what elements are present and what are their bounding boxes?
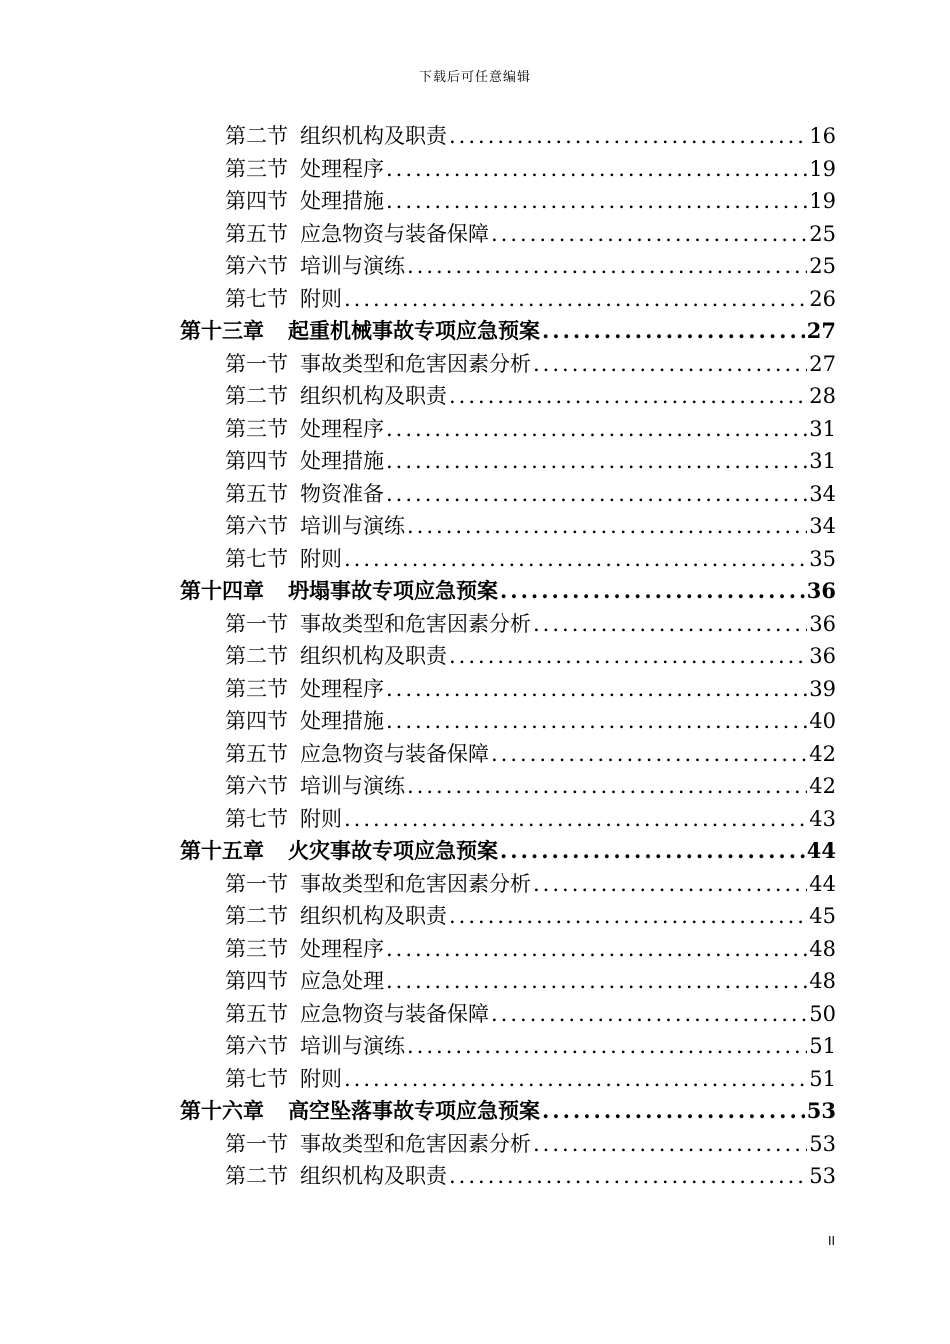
toc-section-entry[interactable] — [180, 283, 836, 316]
toc-entry-number: 第三节 — [225, 416, 288, 441]
toc-entry-page: 44 — [809, 871, 836, 896]
table-of-contents — [180, 120, 836, 1193]
toc-entry-title: 组织机构及职责 — [300, 904, 447, 928]
toc-entry-page: 31 — [809, 416, 836, 441]
dot-leader — [407, 250, 807, 283]
toc-section-entry[interactable] — [180, 380, 836, 413]
toc-section-entry[interactable] — [180, 218, 836, 251]
toc-entry-title: 组织机构及职责 — [300, 1164, 447, 1188]
toc-entry-label — [225, 868, 531, 901]
toc-section-entry[interactable] — [180, 738, 836, 771]
toc-entry-title: 处理程序 — [300, 416, 384, 441]
toc-entry-title: 处理措施 — [300, 449, 384, 473]
toc-entry-number: 第十五章 — [180, 838, 264, 863]
toc-entry-number: 第十六章 — [180, 1098, 264, 1123]
toc-chapter-entry[interactable] — [180, 1095, 836, 1128]
toc-section-entry[interactable] — [180, 1160, 836, 1193]
toc-entry-page: 43 — [809, 806, 836, 831]
dot-leader — [386, 413, 807, 446]
toc-entry-number: 第三节 — [225, 676, 288, 701]
toc-section-entry[interactable] — [180, 120, 836, 153]
toc-entry-page: 27 — [809, 351, 836, 376]
dot-leader — [407, 510, 807, 543]
toc-section-entry[interactable] — [180, 250, 836, 283]
toc-entry-number: 第三节 — [225, 156, 288, 181]
toc-entry-number: 第二节 — [225, 1164, 288, 1188]
toc-section-entry[interactable] — [180, 185, 836, 218]
toc-section-entry[interactable] — [180, 608, 836, 641]
toc-entry-number: 第四节 — [225, 709, 288, 733]
toc-entry-title: 组织机构及职责 — [300, 644, 447, 668]
dot-leader — [386, 705, 807, 738]
toc-entry-page: 51 — [809, 1066, 836, 1091]
dot-leader — [491, 218, 807, 251]
dot-leader — [386, 185, 807, 218]
toc-entry-label — [225, 445, 384, 478]
toc-entry-label — [225, 673, 384, 706]
toc-entry-title: 组织机构及职责 — [300, 384, 447, 408]
toc-entry-page: 45 — [809, 904, 836, 928]
toc-entry-label — [225, 965, 384, 998]
toc-entry-number: 第七节 — [225, 546, 288, 571]
toc-entry-title: 处理措施 — [300, 189, 384, 213]
toc-section-entry[interactable] — [180, 868, 836, 901]
toc-entry-label — [180, 1095, 540, 1128]
dot-leader — [386, 445, 807, 478]
toc-entry-number: 第一节 — [225, 1131, 288, 1156]
toc-section-entry[interactable] — [180, 965, 836, 998]
toc-section-entry[interactable] — [180, 673, 836, 706]
toc-entry-number: 第七节 — [225, 806, 288, 831]
toc-entry-label — [225, 998, 489, 1031]
toc-entry-page: 19 — [809, 189, 836, 213]
toc-entry-page: 53 — [806, 1098, 836, 1123]
toc-entry-page: 35 — [809, 546, 836, 571]
toc-entry-label — [180, 835, 498, 868]
dot-leader — [449, 120, 807, 153]
toc-section-entry[interactable] — [180, 1128, 836, 1161]
dot-leader — [533, 608, 807, 641]
toc-entry-title: 事故类型和危害因素分析 — [300, 1131, 531, 1156]
toc-entry-title: 附则 — [300, 546, 342, 571]
toc-entry-page: 16 — [809, 124, 836, 148]
toc-chapter-entry[interactable] — [180, 315, 836, 348]
toc-section-entry[interactable] — [180, 348, 836, 381]
toc-entry-page: 36 — [806, 578, 836, 603]
toc-entry-title: 坍塌事故专项应急预案 — [288, 578, 498, 603]
dot-leader — [386, 673, 807, 706]
toc-entry-title: 处理程序 — [300, 676, 384, 701]
toc-entry-page: 31 — [809, 449, 836, 473]
toc-entry-number: 第五节 — [225, 481, 288, 506]
toc-entry-number: 第五节 — [225, 221, 288, 246]
toc-entry-title: 事故类型和危害因素分析 — [300, 611, 531, 636]
toc-entry-number: 第十三章 — [180, 318, 264, 343]
toc-entry-page: 26 — [809, 286, 836, 311]
toc-section-entry[interactable] — [180, 478, 836, 511]
toc-entry-label — [225, 803, 342, 836]
toc-entry-number: 第六节 — [225, 774, 288, 798]
toc-section-entry[interactable] — [180, 705, 836, 738]
dot-leader — [407, 770, 807, 803]
toc-section-entry[interactable] — [180, 1030, 836, 1063]
toc-entry-number: 第六节 — [225, 1034, 288, 1058]
toc-entry-label — [225, 608, 531, 641]
dot-leader — [449, 640, 807, 673]
toc-entry-title: 应急物资与装备保障 — [300, 741, 489, 766]
toc-entry-number: 第三节 — [225, 936, 288, 961]
dot-leader — [449, 380, 807, 413]
dot-leader — [542, 1095, 805, 1128]
dot-leader — [344, 803, 807, 836]
dot-leader — [491, 998, 807, 1031]
toc-entry-page: 36 — [809, 644, 836, 668]
toc-entry-page: 27 — [806, 318, 836, 343]
toc-entry-title: 培训与演练 — [300, 514, 405, 538]
toc-entry-number: 第二节 — [225, 904, 288, 928]
toc-entry-title: 处理程序 — [300, 156, 384, 181]
toc-section-entry[interactable] — [180, 510, 836, 543]
toc-entry-page: 51 — [809, 1034, 836, 1058]
toc-entry-number: 第一节 — [225, 351, 288, 376]
toc-entry-page: 25 — [809, 254, 836, 278]
toc-entry-title: 培训与演练 — [300, 774, 405, 798]
toc-section-entry[interactable] — [180, 933, 836, 966]
dot-leader — [449, 900, 807, 933]
toc-entry-page: 48 — [809, 936, 836, 961]
toc-section-entry[interactable] — [180, 1063, 836, 1096]
toc-entry-number: 第二节 — [225, 644, 288, 668]
toc-entry-number: 第四节 — [225, 189, 288, 213]
toc-entry-label — [225, 218, 489, 251]
dot-leader — [386, 933, 807, 966]
toc-entry-page: 39 — [809, 676, 836, 701]
toc-entry-label — [225, 348, 531, 381]
dot-leader — [344, 283, 807, 316]
dot-leader — [533, 348, 807, 381]
dot-leader — [542, 315, 805, 348]
toc-entry-page: 53 — [809, 1131, 836, 1156]
toc-section-entry[interactable] — [180, 770, 836, 803]
toc-entry-label — [225, 933, 384, 966]
toc-entry-label — [225, 380, 447, 413]
toc-entry-label — [225, 510, 405, 543]
dot-leader — [533, 1128, 807, 1161]
toc-entry-title: 处理措施 — [300, 709, 384, 733]
toc-entry-page: 44 — [806, 838, 836, 863]
dot-leader — [386, 478, 807, 511]
toc-entry-number: 第一节 — [225, 611, 288, 636]
toc-entry-page: 50 — [809, 1001, 836, 1026]
dot-leader — [500, 575, 805, 608]
toc-entry-page: 42 — [809, 741, 836, 766]
toc-section-entry[interactable] — [180, 900, 836, 933]
toc-section-entry[interactable] — [180, 803, 836, 836]
toc-entry-page: 53 — [809, 1164, 836, 1188]
toc-entry-title: 处理程序 — [300, 936, 384, 961]
toc-entry-number: 第十四章 — [180, 578, 264, 603]
toc-section-entry[interactable] — [180, 413, 836, 446]
toc-entry-title: 培训与演练 — [300, 254, 405, 278]
toc-entry-title: 附则 — [300, 806, 342, 831]
toc-entry-label — [225, 900, 447, 933]
toc-entry-label — [225, 413, 384, 446]
toc-section-entry[interactable] — [180, 153, 836, 186]
toc-entry-label — [225, 705, 384, 738]
toc-section-entry[interactable] — [180, 543, 836, 576]
dot-leader — [500, 835, 805, 868]
toc-entry-title: 培训与演练 — [300, 1034, 405, 1058]
dot-leader — [386, 153, 807, 186]
toc-entry-page: 19 — [809, 156, 836, 181]
toc-entry-title: 应急物资与装备保障 — [300, 1001, 489, 1026]
toc-entry-number: 第二节 — [225, 384, 288, 408]
toc-entry-number: 第七节 — [225, 286, 288, 311]
dot-leader — [344, 1063, 807, 1096]
page-number: II — [828, 1234, 836, 1248]
toc-entry-number: 第二节 — [225, 124, 288, 148]
dot-leader — [491, 738, 807, 771]
toc-entry-title: 高空坠落事故专项应急预案 — [288, 1098, 540, 1123]
toc-entry-page: 42 — [809, 774, 836, 798]
toc-entry-number: 第四节 — [225, 969, 288, 993]
toc-entry-page: 36 — [809, 611, 836, 636]
toc-entry-page: 48 — [809, 969, 836, 993]
toc-chapter-entry[interactable] — [180, 575, 836, 608]
toc-entry-title: 附则 — [300, 1066, 342, 1091]
toc-entry-label — [225, 478, 384, 511]
toc-entry-label — [225, 640, 447, 673]
toc-entry-label — [225, 1063, 342, 1096]
toc-entry-number: 第一节 — [225, 871, 288, 896]
toc-entry-label — [225, 1128, 531, 1161]
toc-section-entry[interactable] — [180, 445, 836, 478]
dot-leader — [386, 965, 807, 998]
dot-leader — [533, 868, 807, 901]
toc-entry-label — [225, 1160, 447, 1193]
toc-entry-page: 28 — [809, 384, 836, 408]
toc-entry-number: 第六节 — [225, 254, 288, 278]
toc-entry-label — [225, 543, 342, 576]
dot-leader — [407, 1030, 807, 1063]
dot-leader — [344, 543, 807, 576]
toc-entry-title: 事故类型和危害因素分析 — [300, 351, 531, 376]
toc-entry-number: 第六节 — [225, 514, 288, 538]
toc-entry-title: 火灾事故专项应急预案 — [288, 838, 498, 863]
dot-leader — [449, 1160, 807, 1193]
toc-entry-label — [225, 738, 489, 771]
toc-entry-page: 40 — [809, 709, 836, 733]
toc-entry-title: 物资准备 — [300, 481, 384, 506]
toc-entry-page: 34 — [809, 481, 836, 506]
toc-entry-number: 第五节 — [225, 741, 288, 766]
toc-entry-page: 25 — [809, 221, 836, 246]
page-header: 下载后可任意编辑 — [418, 70, 531, 85]
toc-entry-number: 第五节 — [225, 1001, 288, 1026]
toc-entry-label — [225, 185, 384, 218]
toc-entry-label — [225, 1030, 405, 1063]
toc-entry-label — [180, 315, 540, 348]
toc-entry-label — [225, 120, 447, 153]
toc-entry-title: 起重机械事故专项应急预案 — [288, 318, 540, 343]
toc-chapter-entry[interactable] — [180, 835, 836, 868]
toc-entry-label — [180, 575, 498, 608]
toc-entry-label — [225, 250, 405, 283]
toc-section-entry[interactable] — [180, 998, 836, 1031]
toc-entry-label — [225, 153, 384, 186]
toc-entry-label — [225, 283, 342, 316]
toc-entry-number: 第七节 — [225, 1066, 288, 1091]
toc-entry-page: 34 — [809, 514, 836, 538]
toc-entry-title: 应急处理 — [300, 969, 384, 993]
toc-entry-label — [225, 770, 405, 803]
toc-section-entry[interactable] — [180, 640, 836, 673]
toc-entry-number: 第四节 — [225, 449, 288, 473]
toc-entry-title: 应急物资与装备保障 — [300, 221, 489, 246]
toc-entry-title: 附则 — [300, 286, 342, 311]
toc-entry-title: 事故类型和危害因素分析 — [300, 871, 531, 896]
toc-entry-title: 组织机构及职责 — [300, 124, 447, 148]
